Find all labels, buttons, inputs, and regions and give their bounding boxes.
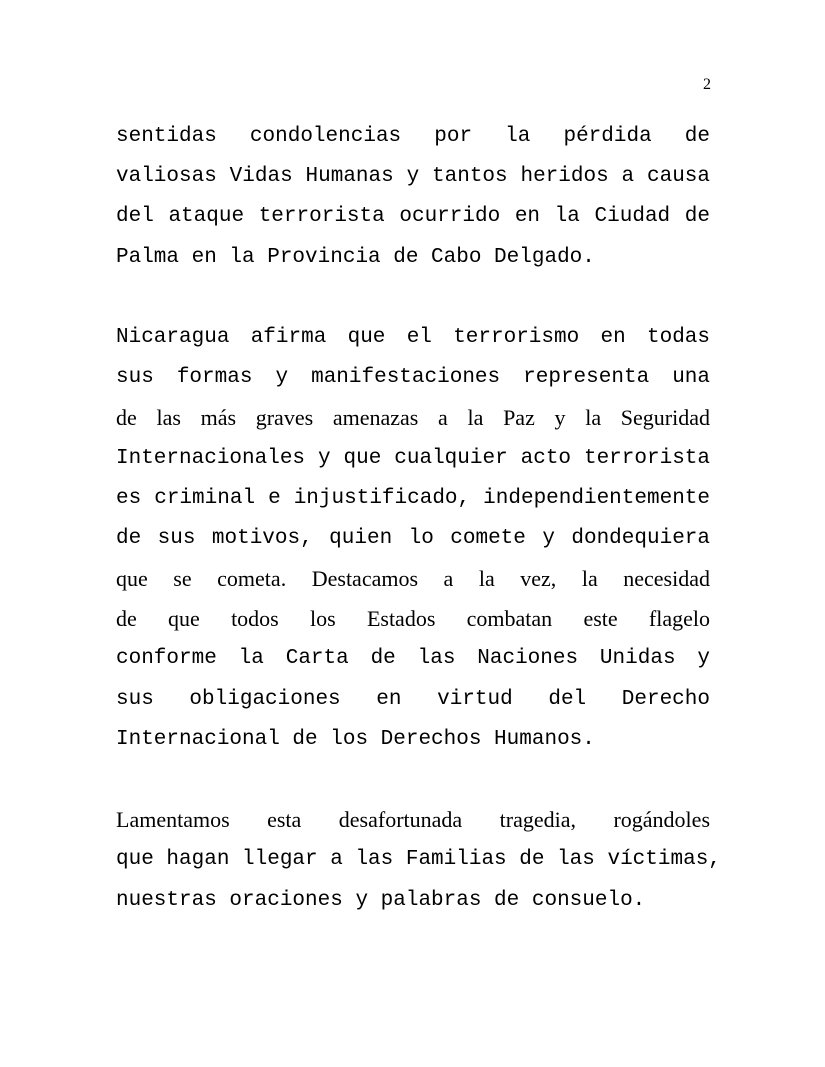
- text-line: de las más graves amenazas a la Paz y la Seguridad: [116, 405, 710, 431]
- text-line: Palma en la Provincia de Cabo Delgado.: [116, 245, 595, 269]
- document-body: [116, 117, 721, 961]
- text-line: es criminal e injustificado, independientemente: [116, 486, 710, 510]
- paragraph-lament: [116, 800, 721, 921]
- text-line: Internacional de los Derechos Humanos.: [116, 727, 595, 751]
- text-line: de que todos los Estados combatan este flagelo: [116, 606, 710, 632]
- text-line: que se cometa. Destacamos a la vez, la necesidad: [116, 566, 710, 592]
- text-line: sus formas y manifestaciones representa una: [116, 366, 710, 390]
- text-line: que hagan llegar a las Familias de las víctimas,: [116, 848, 721, 872]
- text-line: Nicaragua afirma que el terrorismo en todas: [116, 325, 710, 349]
- text-line: del ataque terrorista ocurrido en la Ciudad de: [116, 205, 710, 229]
- page-number: 2: [703, 76, 711, 93]
- paragraph-condolences: [116, 117, 710, 278]
- text-line: valiosas Vidas Humanas y tantos heridos a causa: [116, 165, 710, 189]
- text-line: sentidas condolencias por la pérdida de: [116, 125, 710, 148]
- text-line: Lamentamos esta desafortunada tragedia, rogándoles: [116, 807, 710, 833]
- text-line: Internacionales y que cualquier acto terrorista: [116, 446, 710, 470]
- text-line: nuestras oraciones y palabras de consuelo.: [116, 888, 646, 912]
- text-line: de sus motivos, quien lo comete y dondequiera: [116, 526, 710, 550]
- text-line: conforme la Carta de las Naciones Unidas y: [116, 647, 710, 671]
- text-line: sus obligaciones en virtud del Derecho: [116, 687, 710, 711]
- paragraph-terrorism-statement: [116, 318, 710, 760]
